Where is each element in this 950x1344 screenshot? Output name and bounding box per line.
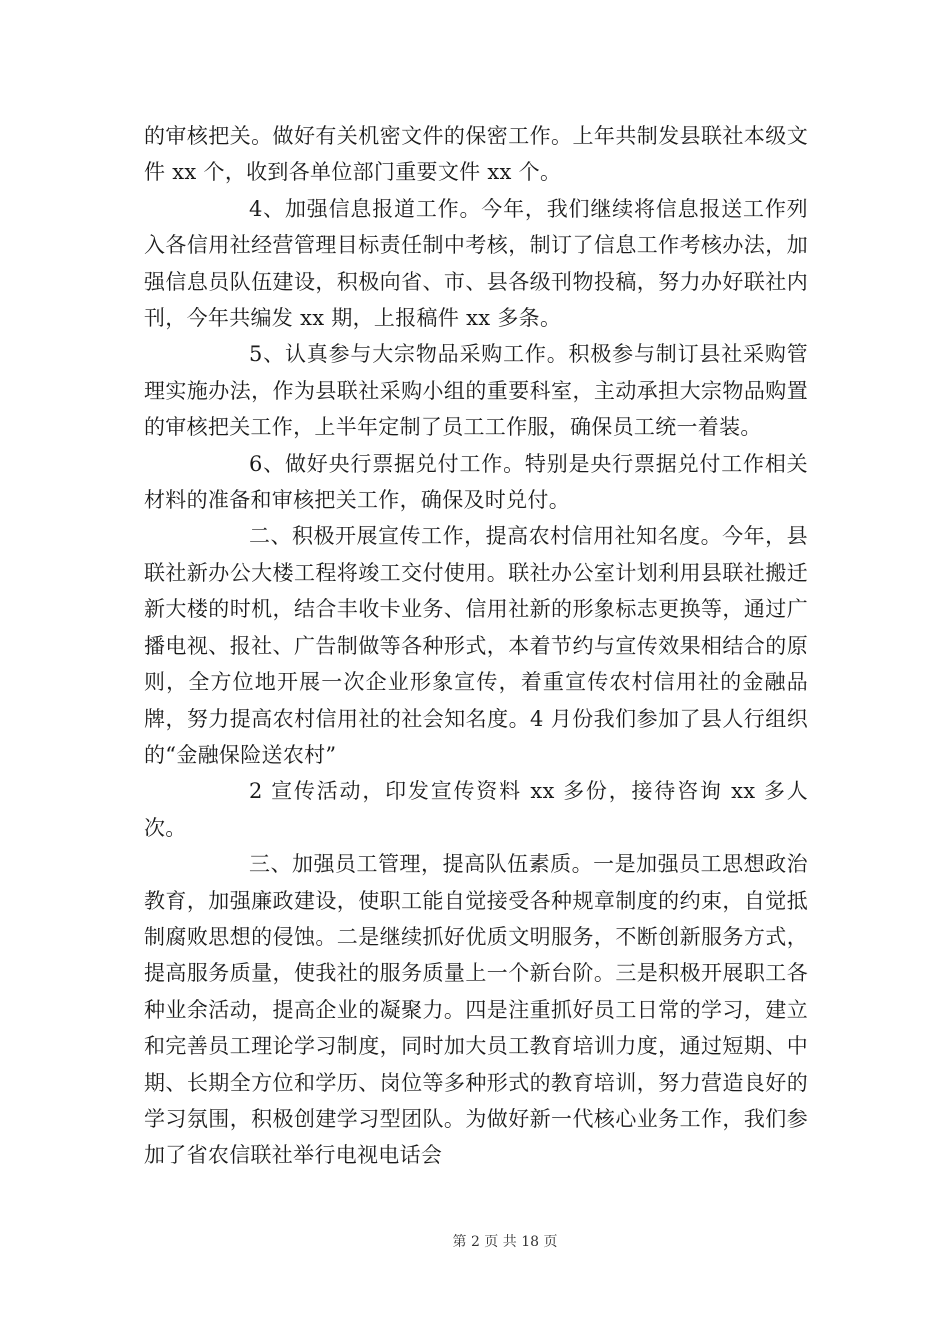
paragraph-section-3: 三、加强员工管理，提高队伍素质。一是加强员工思想政治教育，加强廉政建设，使职工能自觉接受各种规章制度的约束，自觉抵制腐败思想的侵蚀。二是继续抓好优质文明服务，不断创新服务方式，提高服务质量，使我社的服务质量上一个新台阶。三是积极开展职工各种业余活动，提高企业的凝聚力。四是注重抓好员工日常的学习，建立和完善员工理论学习制度，同时加大员工教育培训力度，通过短期、中期、长期全方位和学历、岗位等多种形式的教育培训，努力营造良好的学习氛围，积极创建学习型团队。为做好新一代核心业务工作，我们参加了省农信联社举行电视电话会 <box>144 852 808 1168</box>
paragraph-section-2: 二、积极开展宣传工作，提高农村信用社知名度。今年，县联社新办公大楼工程将竣工交付使用。联社办公室计划利用县联社搬迁新大楼的时机，结合丰收卡业务、信用社新的形象标志更换等，通过广播电视、报社、广告制做等各种形式，本着节约与宣传效果相结合的原则，全方位地开展一次企业形象宣传，着重宣传农村信用社的金融品牌，努力提高农村信用社的社会知名度。4 月份我们参加了县人行组织的“金融保险送农村” <box>144 524 808 767</box>
paragraph-item-6: 6、做好央行票据兑付工作。特别是央行票据兑付工作相关材料的准备和审核把关工作，确保及时兑付。 <box>144 451 808 513</box>
paragraph-publicity-activity: 2 宣传活动，印发宣传资料 xx 多份，接待咨询 xx 多人次。 <box>144 779 808 840</box>
paragraph-item-4: 4、加强信息报道工作。今年，我们继续将信息报送工作列入各信用社经营管理目标责任制中考核，制订了信息工作考核办法，加强信息员队伍建设，积极向省、市、县各级刊物投稿，努力办好联社内刊，今年共编发 xx 期，上报稿件 xx 多条。 <box>144 196 808 331</box>
paragraph-item-5: 5、认真参与大宗物品采购工作。积极参与制订县社采购管理实施办法，作为县联社采购小组的重要科室，主动承担大宗物品购置的审核把关工作，上半年定制了员工工作服，确保员工统一着装。 <box>144 342 808 440</box>
page-number-footer: 第 2 页 共 18 页 <box>452 1234 558 1250</box>
document-body <box>144 118 808 1174</box>
paragraph-continuation: 的审核把关。做好有关机密文件的保密工作。上年共制发县联社本级文件 xx 个，收到各单位部门重要文件 xx 个。 <box>144 124 808 185</box>
